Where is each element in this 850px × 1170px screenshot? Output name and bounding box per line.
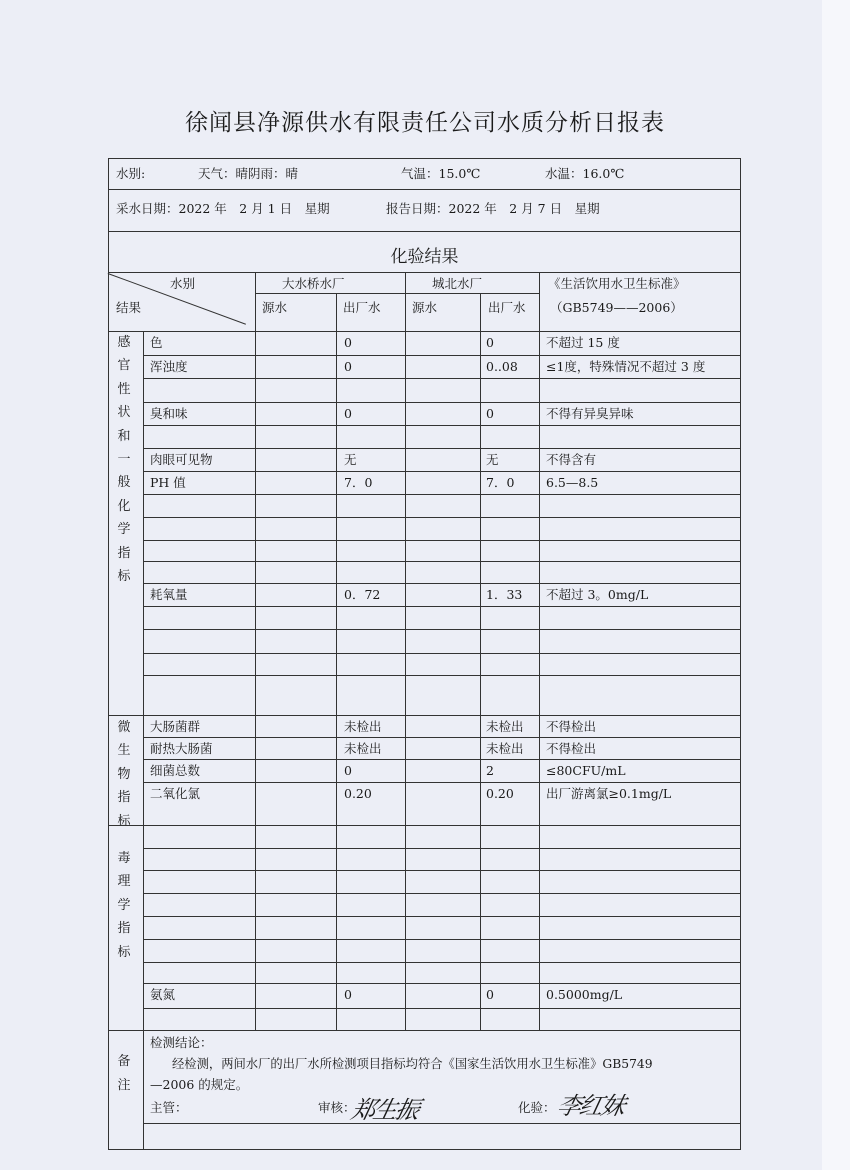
row-plant1-output: 0 [344,359,352,374]
row-plant1-output: 未检出 [344,719,382,734]
plant2-header: 城北水厂 [432,276,483,291]
row-plant2-output: 未检出 [486,719,524,734]
supervisor-label: 主管： [150,1100,188,1115]
plant1-output-header: 出厂水 [343,300,381,315]
water-type-label: 水别: [116,166,146,181]
weather-text: 天气：晴阴雨：晴 [198,166,299,181]
row-standard: 不得检出 [546,741,597,756]
row-plant2-output: 无 [486,452,499,467]
standard-header-line1: 《生活饮用水卫生标准》 [548,276,686,291]
category-micro: 微生物指标 [117,720,131,829]
row-item: 氨氮 [150,987,176,1002]
row-plant1-output: 0.20 [344,786,372,801]
conclusion-line1: 经检测，两间水厂的出厂水所检测项目指标均符合《国家生活饮用水卫生标准》GB5749 [172,1057,653,1071]
row-item: PH 值 [150,475,186,490]
row-plant1-output: 0 [344,763,352,778]
standard-header-line2: （GB5749——2006） [550,300,683,315]
scan-edge [822,0,850,1170]
row-item: 肉眼可见物 [150,452,213,467]
report-date: 报告日期：2022 年 2 月 7 日 星期 [386,201,600,216]
row-item: 耗氧量 [150,587,188,602]
plant2-source-header: 源水 [412,300,438,315]
sample-date: 采水日期：2022 年 2 月 1 日 星期 [116,201,330,216]
row-plant2-output: 1．33 [486,587,523,602]
row-item: 大肠菌群 [150,719,201,734]
row-item: 细菌总数 [150,763,201,778]
row-standard: ≤1度，特殊情况不超过 3 度 [546,359,706,374]
row-standard: ≤80CFU/mL [546,763,626,778]
row-item: 浑浊度 [150,359,188,374]
row-plant1-output: 未检出 [344,741,382,756]
air-temp: 气温：15.0℃ [401,166,481,181]
row-item: 二氧化氯 [150,786,201,801]
row-standard: 不超过 15 度 [546,335,620,350]
water-temp: 水温：16.0℃ [545,166,625,181]
conclusion-label: 检测结论： [150,1035,213,1050]
row-plant2-output: 0.20 [486,786,514,801]
corner-top-label: 水别 [170,276,196,291]
row-plant2-output: 7．0 [486,475,515,490]
row-plant2-output: 0 [486,406,494,421]
plant1-source-header: 源水 [262,300,288,315]
category-sensory: 感官性状和一般化学指标 [117,335,131,585]
row-plant2-output: 0 [486,335,494,350]
corner-bottom-label: 结果 [116,300,142,315]
row-plant1-output: 0 [344,335,352,350]
results-title: 化验结果 [390,247,459,267]
row-standard: 不超过 3。0mg/L [546,587,649,602]
category-tox: 毒理学指标 [117,851,131,960]
row-standard: 0.5000mg/L [546,987,623,1002]
tester-label: 化验： [518,1100,556,1115]
report-table [108,158,741,1150]
page-title: 徐闻县净源供水有限责任公司水质分析日报表 [185,110,665,136]
row-standard: 出厂游离氯≥0.1mg/L [546,786,672,801]
row-standard: 不得有异臭异味 [546,406,634,421]
reviewer-label: 审核： [318,1100,356,1115]
row-item: 耐热大肠菌 [150,741,213,756]
row-standard: 6.5—8.5 [546,475,599,490]
row-plant1-output: 0 [344,406,352,421]
reviewer-signature: 郑生振 [348,1096,421,1124]
category-remarks: 备注 [117,1054,131,1093]
conclusion-line2: —2006 的规定。 [150,1077,249,1092]
tester-signature: 李红妹 [554,1092,627,1120]
row-plant2-output: 2 [486,763,494,778]
row-plant2-output: 0..08 [486,359,518,374]
row-plant2-output: 未检出 [486,741,524,756]
row-plant1-output: 0．72 [344,587,381,602]
row-standard: 不得检出 [546,719,597,734]
plant2-output-header: 出厂水 [488,300,526,315]
row-item: 臭和味 [150,406,188,421]
row-plant1-output: 无 [344,452,357,467]
row-plant1-output: 0 [344,987,352,1002]
row-item: 色 [150,335,163,350]
row-plant1-output: 7．0 [344,475,373,490]
plant1-header: 大水桥水厂 [282,276,345,291]
row-plant2-output: 0 [486,987,494,1002]
row-standard: 不得含有 [546,452,597,467]
